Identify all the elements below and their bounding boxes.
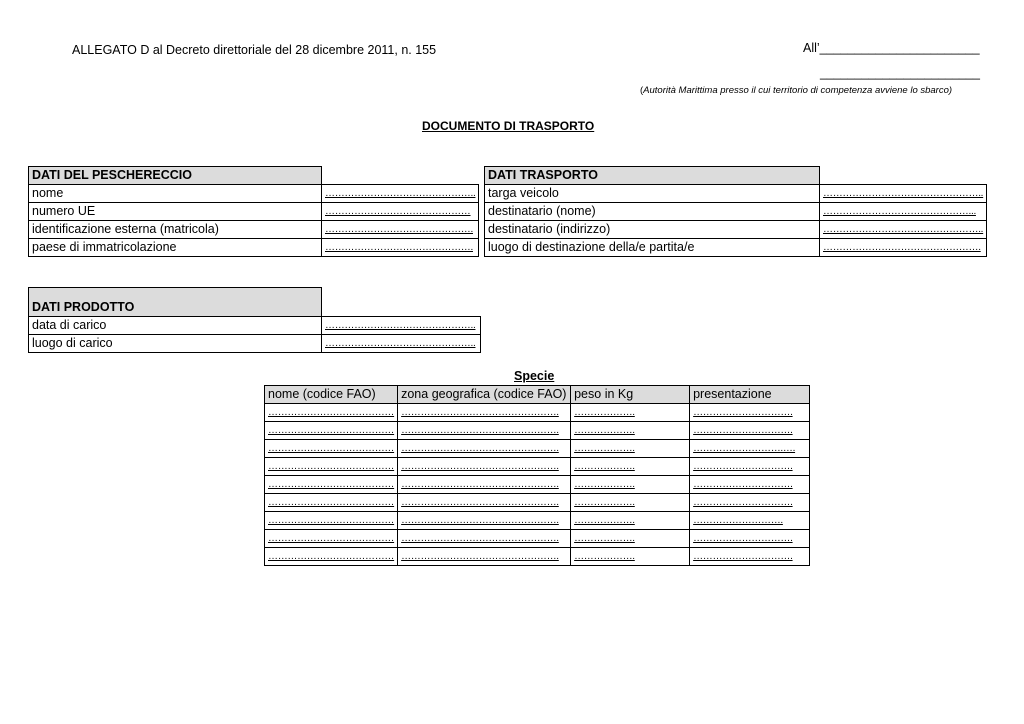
table-row [265, 494, 810, 512]
species-title: Specie [514, 369, 555, 383]
species-fao-name-field[interactable]: ………………………………… [265, 476, 398, 494]
vessel-data-table [28, 166, 479, 257]
species-zone-field[interactable]: …………………………………………. [398, 512, 571, 530]
table-row [265, 422, 810, 440]
destination-field[interactable]: …………………………………………. [820, 239, 987, 257]
product-field-label: luogo di carico [29, 335, 322, 353]
table-row [485, 185, 987, 203]
table-row [29, 335, 481, 353]
species-weight-field[interactable]: ………………. [571, 494, 690, 512]
species-presentation-field[interactable]: …………………………. [690, 458, 810, 476]
transport-field-label: destinatario (indirizzo) [485, 221, 820, 239]
authority-note: (Autorità Marittima presso il cui territorio di competenza avviene lo sbarco) [640, 85, 953, 96]
species-presentation-field[interactable]: …………………………. [690, 404, 810, 422]
transport-data-heading: DATI TRASPORTO [485, 167, 820, 185]
loading-date-field[interactable]: ……………………………………….. [322, 317, 481, 335]
species-weight-field[interactable]: ………………. [571, 440, 690, 458]
recipient-authority-line: All’_______________________ [803, 41, 980, 55]
species-zone-field[interactable]: …………………………………………. [398, 530, 571, 548]
species-zone-field[interactable]: …………………………………………. [398, 476, 571, 494]
table-row [265, 440, 810, 458]
species-weight-field[interactable]: ………………. [571, 476, 690, 494]
table-row [265, 530, 810, 548]
vessel-field-label: nome [29, 185, 322, 203]
table-row [485, 203, 987, 221]
table-row [265, 458, 810, 476]
recipient-name-field[interactable]: ………………………………………... [820, 203, 987, 221]
species-fao-name-field[interactable]: ………………………………… [265, 440, 398, 458]
vessel-country-field[interactable]: ………………………………………. [322, 239, 479, 257]
species-header-row [265, 386, 810, 404]
vessel-data-heading: DATI DEL PESCHERECCIO [29, 167, 322, 185]
transport-field-label: luogo di destinazione della/e partita/e [485, 239, 820, 257]
species-presentation-field[interactable]: …………………………. [690, 494, 810, 512]
vessel-external-id-field[interactable]: ………………………………………. [322, 221, 479, 239]
table-row [29, 317, 481, 335]
product-field-label: data di carico [29, 317, 322, 335]
column-header: nome (codice FAO) [265, 386, 398, 404]
species-zone-field[interactable]: …………………………………………. [398, 422, 571, 440]
species-fao-name-field[interactable]: ………………………………… [265, 548, 398, 566]
species-fao-name-field[interactable]: ………………………………… [265, 530, 398, 548]
species-fao-name-field[interactable]: ………………………………… [265, 422, 398, 440]
species-weight-field[interactable]: ………………. [571, 512, 690, 530]
table-row [29, 239, 479, 257]
species-table [264, 385, 810, 566]
vessel-field-label: numero UE [29, 203, 322, 221]
species-zone-field[interactable]: …………………………………………. [398, 404, 571, 422]
species-zone-field[interactable]: …………………………………………. [398, 494, 571, 512]
product-data-table [28, 287, 481, 353]
vessel-field-label: identificazione esterna (matricola) [29, 221, 322, 239]
species-fao-name-field[interactable]: ………………………………… [265, 404, 398, 422]
product-data-heading: DATI PRODOTTO [29, 288, 322, 317]
loading-place-field[interactable]: ……………………………………….. [322, 335, 481, 353]
species-fao-name-field[interactable]: ………………………………… [265, 494, 398, 512]
species-presentation-field[interactable]: …………………………. [690, 548, 810, 566]
species-presentation-field[interactable]: …………………………. [690, 476, 810, 494]
species-weight-field[interactable]: ………………. [571, 548, 690, 566]
transport-field-label: targa veicolo [485, 185, 820, 203]
column-header: zona geografica (codice FAO) [398, 386, 571, 404]
table-row [485, 239, 987, 257]
table-row [29, 221, 479, 239]
table-row [29, 203, 479, 221]
vehicle-plate-field[interactable]: ………………………………………….. [820, 185, 987, 203]
vessel-field-label: paese di immatricolazione [29, 239, 322, 257]
species-weight-field[interactable]: ………………. [571, 530, 690, 548]
document-title: DOCUMENTO DI TRASPORTO [422, 119, 595, 133]
species-weight-field[interactable]: ………………. [571, 422, 690, 440]
species-presentation-field[interactable]: ………………………. [690, 512, 810, 530]
species-presentation-field[interactable]: …………………………. [690, 422, 810, 440]
recipient-address-field[interactable]: ………………………………………….. [820, 221, 987, 239]
species-fao-name-field[interactable]: ………………………………… [265, 512, 398, 530]
vessel-eu-number-field[interactable]: ……………………………………… [322, 203, 479, 221]
table-row [265, 512, 810, 530]
vessel-name-field[interactable]: ……………………………………….. [322, 185, 479, 203]
column-header: presentazione [690, 386, 810, 404]
table-row [265, 404, 810, 422]
transport-field-label: destinatario (nome) [485, 203, 820, 221]
species-zone-field[interactable]: …………………………………………. [398, 440, 571, 458]
species-fao-name-field[interactable]: ………………………………… [265, 458, 398, 476]
table-row [265, 476, 810, 494]
species-zone-field[interactable]: …………………………………………. [398, 458, 571, 476]
species-weight-field[interactable]: ………………. [571, 404, 690, 422]
table-row [485, 221, 987, 239]
table-row [265, 548, 810, 566]
table-row [29, 185, 479, 203]
species-presentation-field[interactable]: ……………………….…. [690, 440, 810, 458]
transport-data-table [484, 166, 987, 257]
species-weight-field[interactable]: ………………. [571, 458, 690, 476]
species-presentation-field[interactable]: …………………………. [690, 530, 810, 548]
species-zone-field[interactable]: …………………………………………. [398, 548, 571, 566]
decree-reference: ALLEGATO D al Decreto direttoriale del 28 dicembre 2011, n. 155 [72, 43, 437, 57]
recipient-authority-line-2: _______________________ [820, 66, 980, 80]
column-header: peso in Kg [571, 386, 690, 404]
